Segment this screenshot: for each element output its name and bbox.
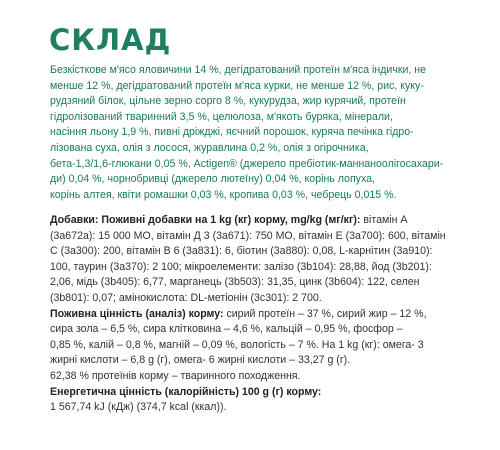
additives-line: (3а672а): 15 000 МО, вітамін Д 3 (3а671): 750 МО, вітамін Е (3а700): 600, вітамін bbox=[50, 229, 446, 242]
ingredients-line: бета-1,3/1,6-глюкани 0,05 %, Actigen® (джерело пребіотик-маннаноолігосахари- bbox=[50, 157, 444, 170]
additives-first-text: вітамін А bbox=[360, 214, 408, 226]
animal-protein-line: 62,38 % протеїнів корму – тваринного походження. bbox=[50, 369, 301, 382]
analytical-line: жирні кислоти – 6,8 g (г), омега- 6 жирні кислоти – 33,27 g (г). bbox=[50, 354, 351, 367]
page-title: СКЛАД bbox=[49, 23, 172, 57]
ingredients-line: ди) 0,04 %, чорнобривці (джерело лютеїну) 0,04 %, корінь лопуха, bbox=[50, 173, 375, 186]
additives-label: Добавки: Поживні добавки на 1 kg (кг) корму, mg/kg (мг/кг): bbox=[50, 214, 361, 226]
additives-line: 2,06, мідь (3b405): 6,77, марганець (3b503): 31,35, цинк (3b604): 122, селен bbox=[50, 276, 420, 289]
additives-line: (3b801): 0,07; амінокислота: DL-метіонін (3c301): 2 700. bbox=[50, 291, 322, 304]
ingredients-line: рудзяний білок, цільне зерно сорго 8 %, кукурудза, жир курячий, протеїн bbox=[50, 95, 406, 108]
analytical-heading-line bbox=[50, 307, 490, 323]
ingredients-line: корінь алтея, квіти ромашки 0,03 %, кропива 0,03 %, чебрець 0,015 %. bbox=[50, 188, 397, 201]
ingredients-line: насіння льону 1,9 %, пивні дріжджі, яєчний порошок, куряча печінка гідро- bbox=[50, 126, 414, 139]
ingredients-line: гідролізований тваринний 3,5 %, целюлоза, м'якоть буряка, мінерали, bbox=[50, 110, 393, 123]
ingredients-line: лізована суха, олія з лосося, журавлина 0,2 %, олія з огірочника, bbox=[50, 141, 369, 154]
additives-line: 100, таурин (3а370): 2 100; мікроелементи: залізо (3b104): 28,88, йод (3b201): bbox=[50, 260, 432, 273]
analytical-line: сира зола – 6,5 %, сира клітковина – 4,6 %, кальцій – 0,95 %, фосфор – bbox=[50, 323, 403, 336]
additives-line: С (3а300): 200, вітамін В 6 (3а831): 6, біотин (3а880): 0,08, L-карнітин (3а910): bbox=[50, 245, 433, 258]
analytical-label: Поживна цінність (аналіз) корму: bbox=[50, 307, 224, 320]
analytical-first-text: сирий протеїн – 37 %, сирий жир – 12 %, bbox=[223, 307, 427, 320]
ingredients-line: менше 12 %, дегідратований протеїн м'яса курки, не менше 12 %, рис, куку- bbox=[50, 79, 424, 92]
analytical-line: 0,85 %, калій – 0,8 %, магній – 0,09 %, вологість – 7 %. На 1 kg (кг): омега- 3 bbox=[50, 338, 424, 351]
energy-label: Енергетична цінність (калорійність) 100 g (г) корму: bbox=[50, 385, 322, 398]
additives-heading-line bbox=[50, 213, 490, 229]
ingredients-line: Безкісткове м'ясо яловичини 14 %, дегідратований протеїн м'яса індички, не bbox=[50, 64, 427, 76]
energy-value: 1 567,74 kJ (кДж) (374,7 kcal (ккал)). bbox=[50, 401, 227, 414]
ingredients-paragraph bbox=[50, 63, 490, 203]
nutrition-details bbox=[50, 213, 490, 416]
